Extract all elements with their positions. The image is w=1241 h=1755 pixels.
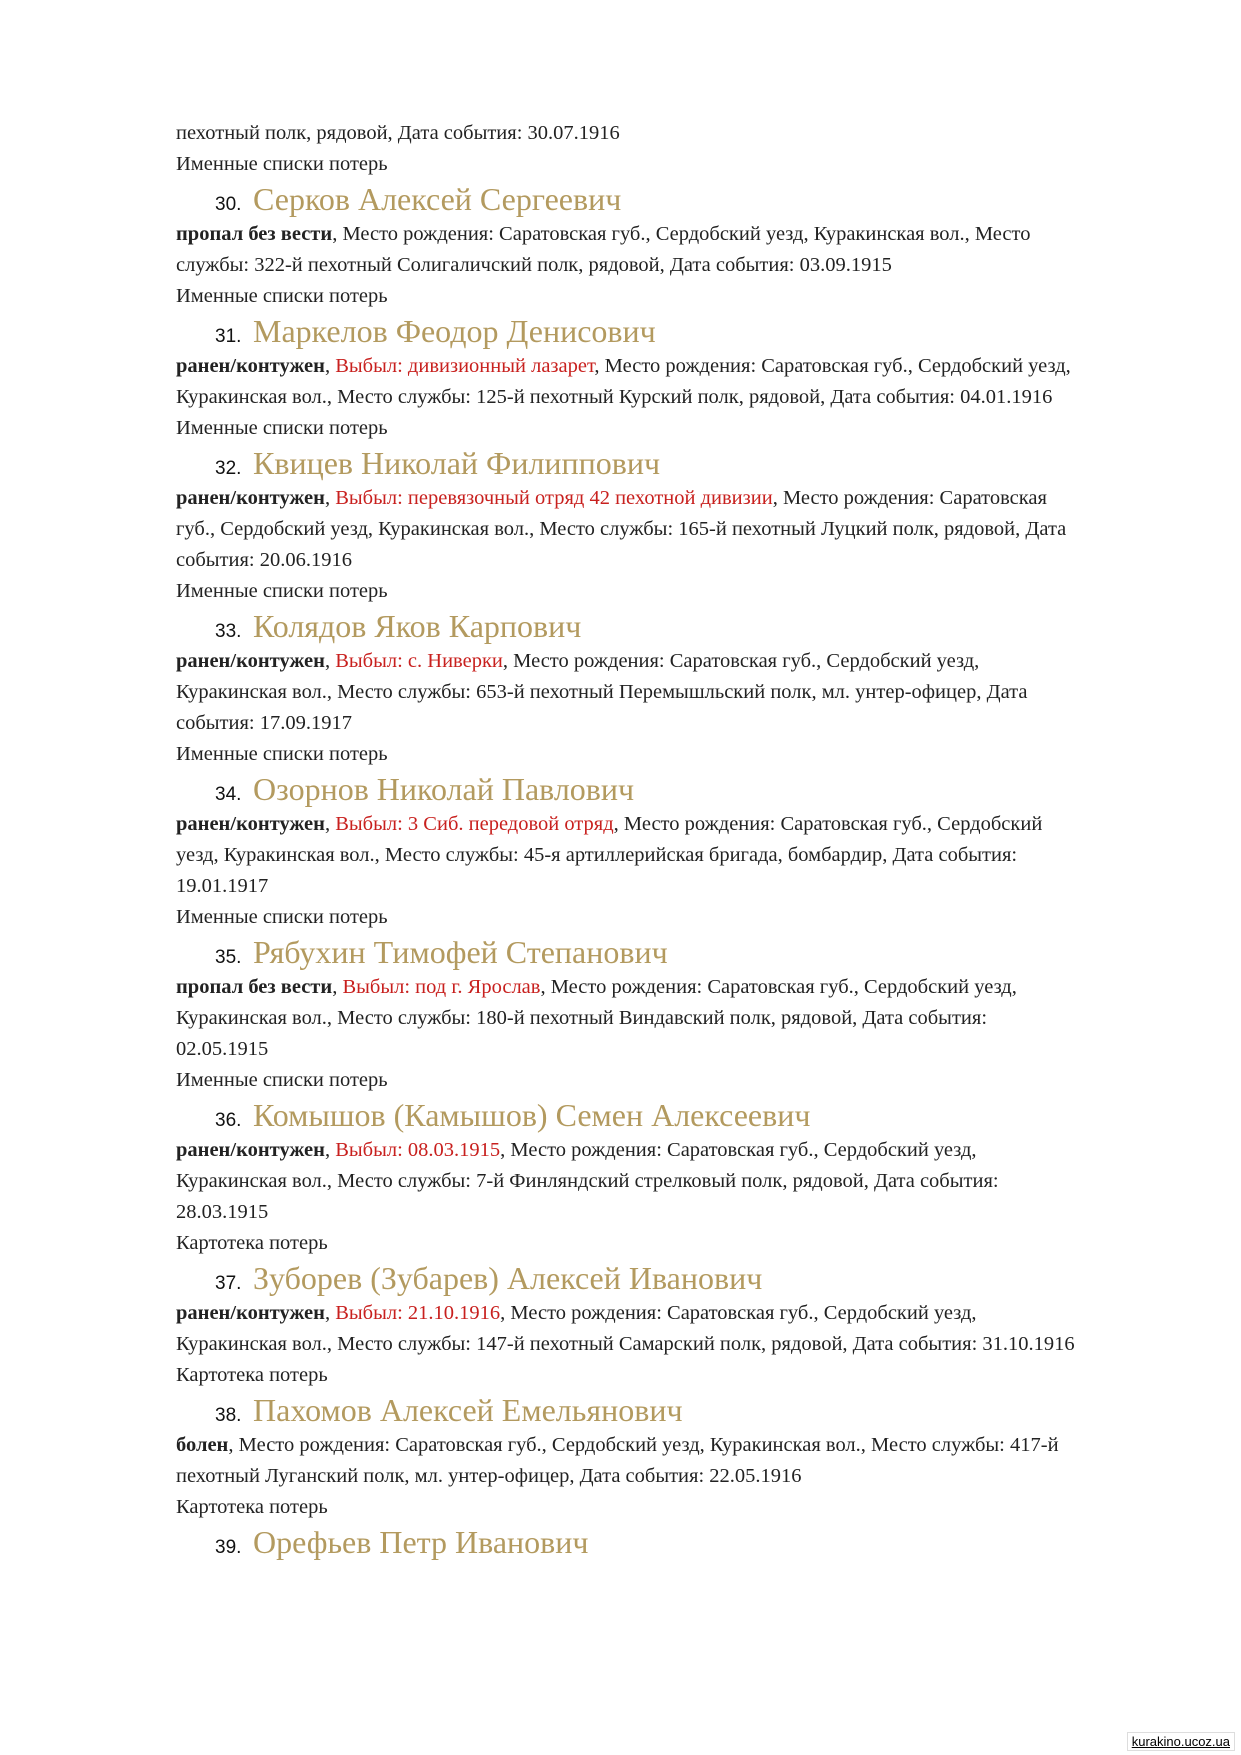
entry-description-line	[176, 1166, 1151, 1197]
entry-status: ранен/контужен	[176, 1139, 325, 1161]
entry-description-line	[176, 708, 1151, 739]
list-item	[176, 770, 1151, 933]
entries-list	[176, 180, 1151, 1562]
entry-name: Колядов Яков Карпович	[253, 608, 582, 644]
entry-name: Рябухин Тимофей Степанович	[253, 934, 668, 970]
entry-name: Озорнов Николай Павлович	[253, 771, 635, 807]
entry-number: 37.	[215, 1273, 242, 1294]
entry-status: ранен/контужен	[176, 355, 325, 377]
entry-description-line	[176, 514, 1151, 545]
entry-details: , Место рождения: Саратовская губ., Сердобский уезд, Куракинская вол., Место службы: 417-й	[228, 1434, 1059, 1456]
entry-details: 02.05.1915	[176, 1038, 269, 1060]
entry-description-line	[176, 219, 1151, 250]
entry-heading	[215, 312, 1151, 351]
list-item	[176, 180, 1151, 312]
list-item	[176, 1523, 1151, 1562]
entry-source: Именные списки потерь	[176, 417, 388, 439]
entry-heading	[215, 607, 1151, 646]
entry-details: уезд, Куракинская вол., Место службы: 45-я артиллерийская бригада, бомбардир, Дата события:	[176, 844, 1018, 866]
entry-details: Куракинская вол., Место службы: 7-й Финляндский стрелковый полк, рядовой, Дата события:	[176, 1170, 999, 1192]
entry-description-line	[176, 871, 1151, 902]
entry-details: , Место рождения: Саратовская губ., Сердобский уезд,	[500, 1302, 977, 1324]
entry-source: Именные списки потерь	[176, 1069, 388, 1091]
entry-details: Куракинская вол., Место службы: 125-й пехотный Курский полк, рядовой, Дата события: 04.01.1916	[176, 386, 1053, 408]
entry-number: 32.	[215, 458, 242, 479]
entry-number: 35.	[215, 947, 242, 968]
entry-name: Комышов (Камышов) Семен Алексеевич	[253, 1097, 811, 1133]
entry-details: пехотный Луганский полк, мл. унтер-офицер, Дата события: 22.05.1916	[176, 1465, 802, 1487]
entry-description-line	[176, 1430, 1151, 1461]
entry-details: события: 20.06.1916	[176, 549, 352, 571]
entry-source: Картотека потерь	[176, 1232, 328, 1254]
entry-status: пропал без вести	[176, 976, 333, 998]
entry-details: события: 17.09.1917	[176, 712, 352, 734]
entry-description-line	[176, 1197, 1151, 1228]
entry-number: 34.	[215, 784, 242, 805]
entry-status: ранен/контужен	[176, 650, 325, 672]
entry-details: , Место рождения: Саратовская губ., Сердобский уезд,	[594, 355, 1071, 377]
entry-description-line: ранен/контужен, Выбыл: с. Ниверки, Место рождения: Саратовская губ., Сердобский уезд,	[176, 650, 980, 672]
entry-dropped-out: Выбыл: 21.10.1916	[335, 1302, 501, 1324]
entry-details: Куракинская вол., Место службы: 147-й пехотный Самарский полк, рядовой, Дата события: 31.10.1916	[176, 1333, 1075, 1355]
list-item	[176, 1096, 1151, 1259]
entry-heading	[215, 1259, 1151, 1298]
entry-name: Маркелов Феодор Денисович	[253, 313, 656, 349]
entry-source: Именные списки потерь	[176, 743, 388, 765]
entry-name: Пахомов Алексей Емельянович	[253, 1392, 683, 1428]
entry-description-line	[176, 1003, 1151, 1034]
entry-dropped-out: Выбыл: перевязочный отряд 42 пехотной дивизии	[335, 487, 773, 509]
entry-description-line: ранен/контужен, Выбыл: 08.03.1915, Место рождения: Саратовская губ., Сердобский уезд,	[176, 1139, 977, 1161]
entry-details: службы: 322-й пехотный Солигаличский полк, рядовой, Дата события: 03.09.1915	[176, 254, 892, 276]
entry-details: , Место рождения: Саратовская	[772, 487, 1047, 509]
entry-heading	[215, 1096, 1151, 1135]
entry-description-line: ранен/контужен, Выбыл: 3 Сиб. передовой отряд, Место рождения: Саратовская губ., Сердобский	[176, 813, 1043, 835]
entry-details: , Место рождения: Саратовская губ., Сердобский уезд,	[540, 976, 1017, 998]
entry-status: ранен/контужен	[176, 487, 325, 509]
entry-description-line	[176, 1329, 1151, 1360]
entry-source: Картотека потерь	[176, 1496, 328, 1518]
entry-source: Именные списки потерь	[176, 580, 388, 602]
entry-details: Куракинская вол., Место службы: 653-й пехотный Перемышльский полк, мл. унтер-офицер, Дата	[176, 681, 1028, 703]
entry-status: ранен/контужен	[176, 813, 325, 835]
entry-description-line: пропал без вести, Выбыл: под г. Ярослав, Место рождения: Саратовская губ., Сердобский уезд,	[176, 976, 1017, 998]
entry-description-line	[176, 677, 1151, 708]
intro-line: пехотный полк, рядовой, Дата события: 30.07.1916	[176, 122, 620, 144]
list-item	[176, 1259, 1151, 1391]
entry-status: ранен/контужен	[176, 1302, 325, 1324]
entry-description-line	[176, 1461, 1151, 1492]
entry-dropped-out: Выбыл: под г. Ярослав	[342, 976, 541, 998]
intro-source: Именные списки потерь	[176, 153, 388, 175]
entry-heading	[215, 770, 1151, 809]
entry-description-line	[176, 250, 1151, 281]
entry-source: Картотека потерь	[176, 1364, 328, 1386]
entry-name: Орефьев Петр Иванович	[253, 1524, 589, 1560]
entry-details: , Место рождения: Саратовская губ., Сердобский уезд,	[502, 650, 980, 672]
list-item	[176, 312, 1151, 444]
entry-details: , Место рождения: Саратовская губ., Сердобский уезд,	[500, 1139, 977, 1161]
entry-details: , Место рождения: Саратовская губ., Сердобский	[613, 813, 1043, 835]
entry-dropped-out: Выбыл: 3 Сиб. передовой отряд	[335, 813, 614, 835]
entry-description-line: ранен/контужен, Выбыл: перевязочный отряд 42 пехотной дивизии, Место рождения: Саратовская	[176, 487, 1047, 509]
entry-heading	[215, 444, 1151, 483]
entry-description-line	[176, 840, 1151, 871]
entry-description-line: ранен/контужен, Выбыл: дивизионный лазарет, Место рождения: Саратовская губ., Сердобский уезд,	[176, 355, 1071, 377]
entry-name: Серков Алексей Сергеевич	[253, 181, 622, 217]
entry-description-line	[176, 382, 1151, 413]
entry-dropped-out: Выбыл: 08.03.1915	[335, 1139, 501, 1161]
entry-details: , Место рождения: Саратовская губ., Сердобский уезд, Куракинская вол., Место	[332, 223, 1031, 245]
entry-details: Куракинская вол., Место службы: 180-й пехотный Виндавский полк, рядовой, Дата события:	[176, 1007, 988, 1029]
entry-description-line: ранен/контужен, Выбыл: 21.10.1916, Место рождения: Саратовская губ., Сердобский уезд,	[176, 1302, 977, 1324]
entry-source: Именные списки потерь	[176, 906, 388, 928]
entry-heading	[215, 180, 1151, 219]
entry-number: 30.	[215, 194, 242, 215]
document-page	[176, 118, 1151, 1562]
list-item	[176, 1391, 1151, 1523]
entry-number: 39.	[215, 1537, 242, 1558]
entry-details: 28.03.1915	[176, 1201, 269, 1223]
list-item	[176, 607, 1151, 770]
entry-heading	[215, 933, 1151, 972]
entry-heading	[215, 1523, 1151, 1562]
entry-status: пропал без вести	[176, 223, 333, 245]
entry-dropped-out: Выбыл: дивизионный лазарет	[335, 355, 595, 377]
entry-number: 38.	[215, 1405, 242, 1426]
entry-heading	[215, 1391, 1151, 1430]
entry-details: 19.01.1917	[176, 875, 269, 897]
entry-name: Квицев Николай Филиппович	[253, 445, 661, 481]
entry-number: 36.	[215, 1110, 242, 1131]
list-item	[176, 933, 1151, 1096]
entry-details: губ., Сердобский уезд, Куракинская вол., Место службы: 165-й пехотный Луцкий полк, рядовой, Дата	[176, 518, 1067, 540]
entry-status: болен	[176, 1434, 229, 1456]
entry-name: Зуборев (Зубарев) Алексей Иванович	[253, 1260, 763, 1296]
list-item	[176, 444, 1151, 607]
entry-number: 31.	[215, 326, 242, 347]
entry-description-line	[176, 545, 1151, 576]
entry-dropped-out: Выбыл: с. Ниверки	[335, 650, 503, 672]
watermark-link[interactable]: kurakino.ucoz.ua	[1127, 1732, 1235, 1751]
entry-source: Именные списки потерь	[176, 285, 388, 307]
entry-number: 33.	[215, 621, 242, 642]
entry-description-line	[176, 1034, 1151, 1065]
